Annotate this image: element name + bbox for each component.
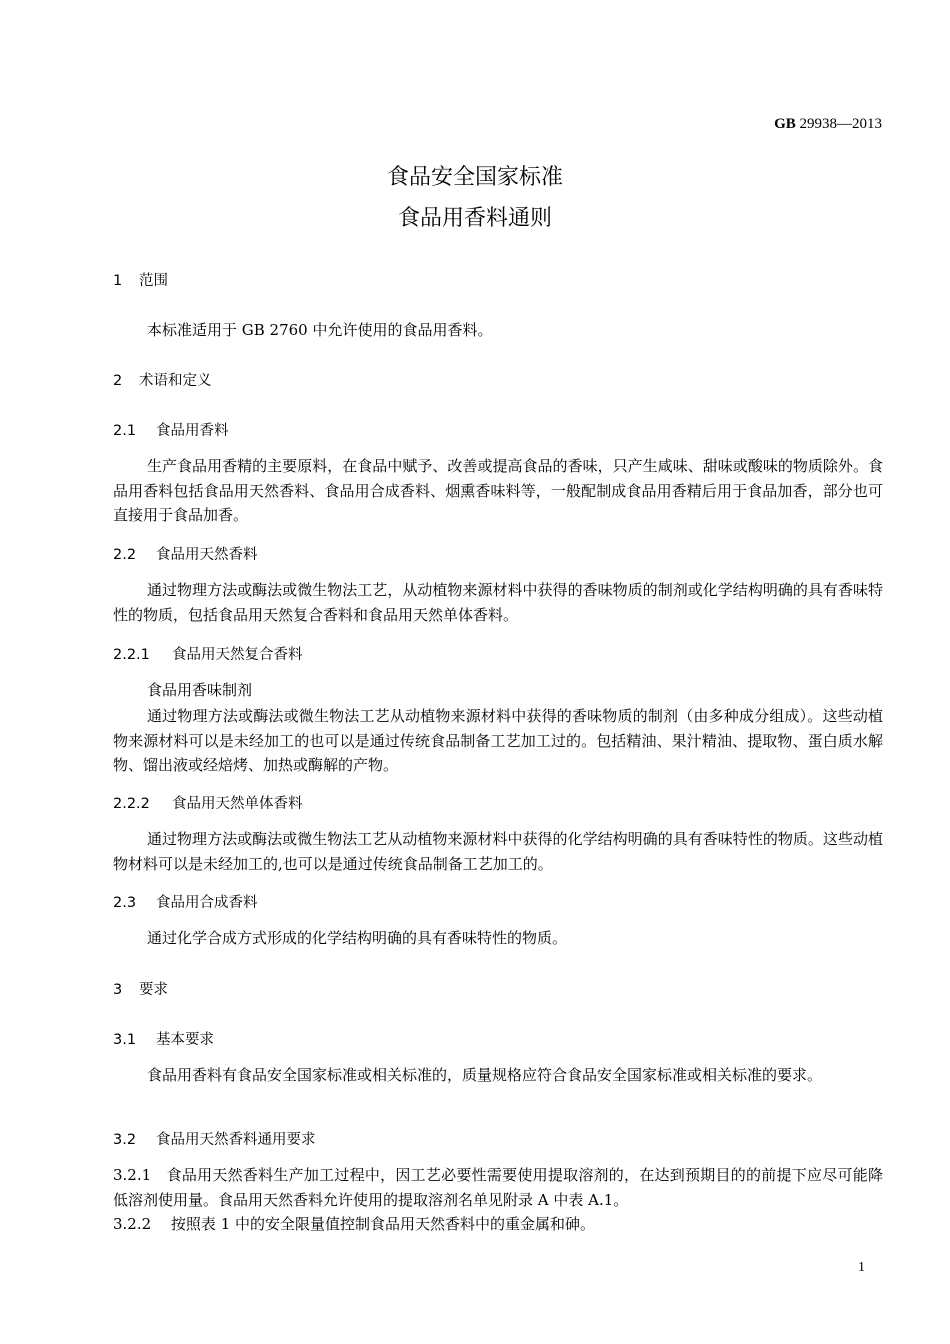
section-3-2-heading: 3.2 食品用天然香料通用要求 <box>113 1132 316 1148</box>
page-number: 1 <box>858 1260 865 1275</box>
document-subtitle: 食品用香料通则 <box>397 206 552 231</box>
section-2-3-heading: 2.3 食品用合成香料 <box>113 895 258 911</box>
section-3-1-paragraph: 食品用香料有食品安全国家标准或相关标准的，质量规格应符合食品安全国家标准或相关标准的要求。 <box>147 1066 823 1084</box>
section-2-2-1-label: 食品用香味制剂 <box>147 681 253 699</box>
section-2-1-paragraph: 生产食品用香精的主要原料，在食品中赋予、改善或提高食品的香味，只产生咸味、甜味或酸味的物质除外。食品用香料包括食品用天然香料、食品用合成香料、烟熏香味料等，一般配制成食品用香精后用于食品加香，部分也可直接用于食品加香。 <box>113 457 883 524</box>
section-2-2-heading: 2.2 食品用天然香料 <box>113 547 258 563</box>
section-3-2-2-paragraph: 3.2.2 按照表 1 中的安全限量值控制食品用天然香料中的重金属和砷。 <box>113 1215 596 1233</box>
section-2-2-paragraph: 通过物理方法或酶法或微生物法工艺，从动植物来源材料中获得的香味物质的制剂或化学结构明确的具有香味特性的物质，包括食品用天然复合香料和食品用天然单体香料。 <box>113 581 883 624</box>
section-2-2-2-heading: 2.2.2 食品用天然单体香料 <box>113 796 303 812</box>
section-2-2-1-paragraph: 通过物理方法或酶法或微生物法工艺从动植物来源材料中获得的香味物质的制剂（由多种成分组成）。这些动植物来源材料可以是未经加工的也可以是通过传统食品制备工艺加工过的。包括精油、果汁精油、提取物、蛋白质水解物、馏出液或经焙烤、加热或酶解的产物。 <box>113 707 883 774</box>
section-2-1-heading: 2.1 食品用香料 <box>113 423 229 439</box>
section-2-3-paragraph: 通过化学合成方式形成的化学结构明确的具有香味特性的物质。 <box>147 929 568 947</box>
section-3-heading: 3 要求 <box>113 982 168 998</box>
section-1-heading: 1 范围 <box>113 273 168 289</box>
section-3-2-1-paragraph: 3.2.1 食品用天然香料生产加工过程中，因工艺必要性需要使用提取溶剂的，在达到预期目的的前提下应尽可能降低溶剂使用量。食品用天然香料允许使用的提取溶剂名单见附录 A 中表 A.1。 <box>113 1166 883 1209</box>
section-1-paragraph: 本标准适用于 GB 2760 中允许使用的食品用香料。 <box>147 321 493 339</box>
section-3-1-heading: 3.1 基本要求 <box>113 1032 214 1048</box>
standard-code: GB 29938—2013 <box>774 116 882 132</box>
section-2-2-2-paragraph: 通过物理方法或酶法或微生物法工艺从动植物来源材料中获得的化学结构明确的具有香味特性的物质。这些动植物材料可以是未经加工的,也可以是通过传统食品制备工艺加工的。 <box>113 830 883 873</box>
section-2-2-1-heading: 2.2.1 食品用天然复合香料 <box>113 647 303 663</box>
document-title: 食品安全国家标准 <box>386 165 563 190</box>
section-2-heading: 2 术语和定义 <box>113 373 212 389</box>
